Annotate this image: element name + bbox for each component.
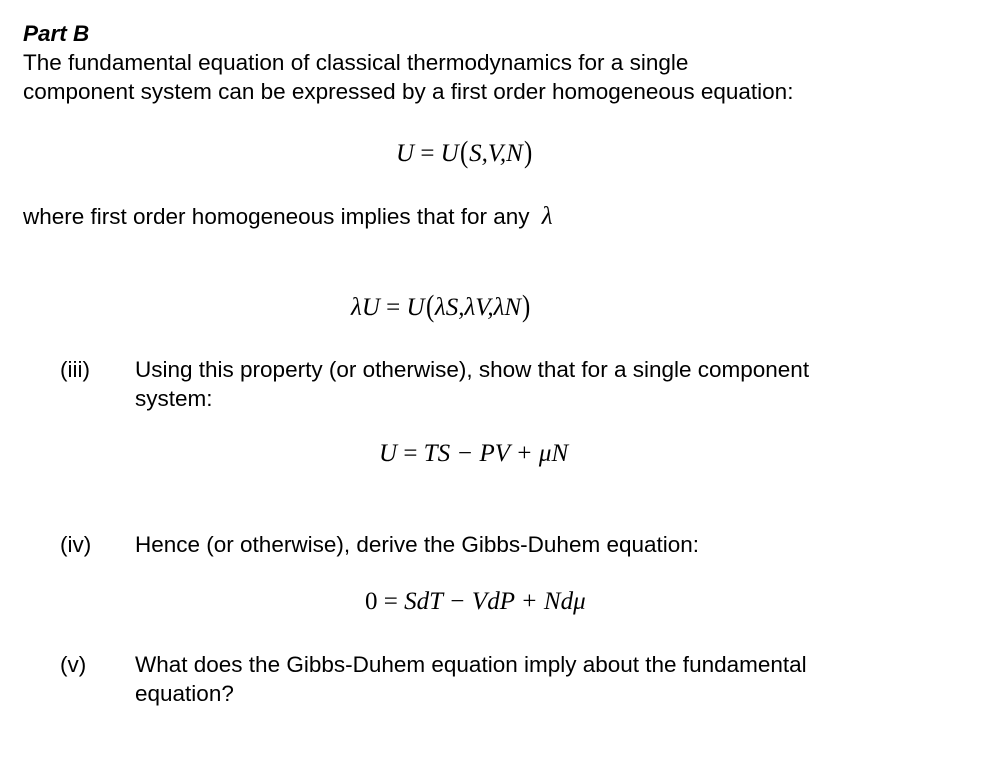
eq4-rhs: SdT − VdP + Ndμ: [404, 588, 586, 615]
eq2-args: λS,λV,λN: [434, 294, 522, 321]
item-v-line-2: equation?: [135, 681, 234, 706]
intro-line-1: The fundamental equation of classical thermodynamics for a single: [23, 50, 689, 75]
item-iii-line-2: system:: [135, 386, 213, 411]
item-v-label: (v): [60, 652, 87, 677]
item-iv-label: (iv): [60, 532, 92, 557]
where-line: [23, 202, 553, 231]
eq4-lhs: 0: [365, 588, 378, 615]
eq3-equals: =: [397, 440, 424, 467]
eq2-close-paren: ): [522, 288, 531, 323]
where-lambda: λ: [541, 203, 553, 230]
equation-homogeneous: [351, 290, 531, 323]
eq4-equals: =: [377, 588, 405, 615]
eq1-lhs: U: [396, 140, 415, 167]
section-heading: Part B: [23, 21, 90, 46]
eq1-args: S,V,N: [469, 140, 523, 167]
intro-line-2: component system can be expressed by a first order homogeneous equation:: [23, 79, 794, 104]
eq1-equals: =: [414, 140, 441, 167]
equation-gibbs-duhem: [365, 587, 586, 617]
item-iii-line-1: Using this property (or otherwise), show that for a single component: [135, 357, 810, 382]
eq2-open-paren: (: [425, 288, 434, 323]
eq2-equals: =: [379, 294, 407, 321]
equation-euler: [379, 439, 568, 469]
eq2-lhs: λU: [351, 294, 380, 321]
equation-fundamental: [396, 136, 533, 169]
eq3-rhs: TS − PV + μN: [423, 440, 569, 467]
item-iv-line-1: Hence (or otherwise), derive the Gibbs-Duhem equation:: [135, 532, 700, 557]
item-iii-label: (iii): [60, 357, 90, 382]
eq3-lhs: U: [379, 440, 398, 467]
item-v-line-1: What does the Gibbs-Duhem equation imply about the fundamental: [135, 652, 807, 677]
eq1-open-paren: (: [459, 134, 469, 169]
eq1-func: U: [440, 140, 459, 167]
where-text: where first order homogeneous implies that for any: [23, 204, 530, 229]
eq2-func: U: [406, 294, 425, 321]
eq1-close-paren: ): [523, 134, 533, 169]
